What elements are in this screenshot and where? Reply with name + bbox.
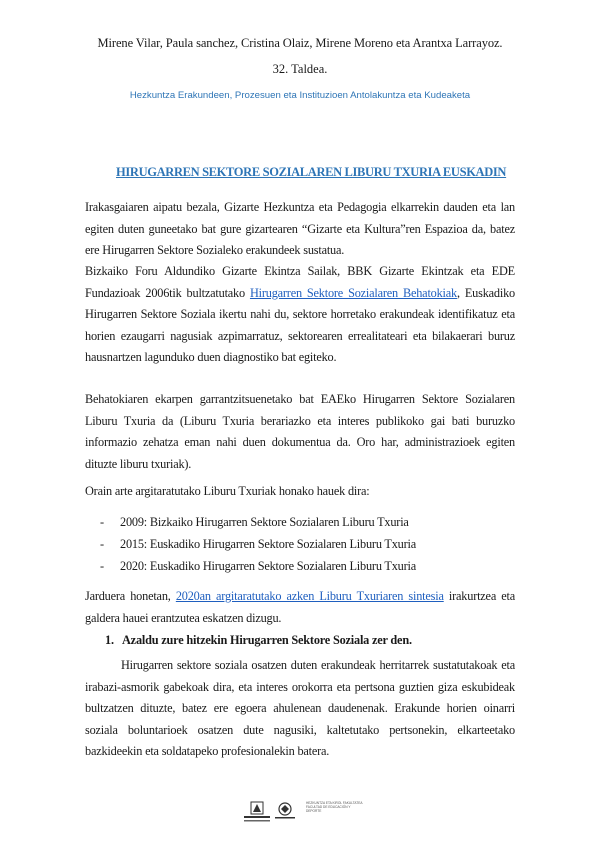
list-bullet: - [100,559,104,573]
paragraph-text: Jarduera honetan, [85,589,176,603]
question-number: 1. [105,633,114,647]
paragraph-text: , Euskadiko Hirugarren Sektore Soziala ikertu nahi du, sektore horretako erakundeak identifikatuz eta horien ezaugarri nagusiak azpimarratuz, sektorearen errealitateari eta bilakaerari buruz hausnartzen lagunduko duen diagnostiko bat egiteko. [85,285,515,364]
list-bullet: - [100,515,104,529]
authors-line: Mirene Vilar, Paula sanchez, Cristina Olaiz, Mirene Moreno eta Arantxa Larrayoz. [97,36,503,50]
list-item-text: 2020: Euskadiko Hirugarren Sektore Sozialaren Liburu Txuria [120,559,416,573]
list-item [100,515,409,530]
answer-paragraph: Hirugarren sektore soziala osatzen duten erakundeak herritarrek sustatutakoak eta irabazi-asmorik gabekoak dira, eta interes orokorra eta pertsona guztien giza eskubideak bultzatzen dituzte, batez ere egoera ahulenean daudenenak. Erakunde horien oinarri soziala boluntarioek osatzen dute nagusiki, kaltetutako pertsonekin, elkarteetako bazkideekin eta soldatapeko profesionalekin batera. [85,658,515,758]
paragraph-liburu-txuria: Behatokiaren ekarpen garrantzitsuenetako bat EAEko Hirugarren Sektore Sozialaren Liburu Txuria da (Liburu Txuria berariazko eta interes publikoko gai bati buruzko informazio zehatza eman nahi duen dokumentua da. Oro har, administrazioek egiten dituzte liburu txuriak). [85,392,515,471]
paragraph-activity [85,586,515,629]
subject-header: Hezkuntza Erakundeen, Prozesuen eta Instituzioen Antolakuntza eta Kudeaketa [129,90,471,101]
synthesis-link[interactable]: 2020an argitaratutako azken Liburu Txuriaren sintesia [175,589,444,603]
list-item [100,537,416,552]
paragraph-behatokia [85,261,515,369]
group-line: 32. Taldea. [272,62,328,76]
list-item-text: 2009: Bizkaiko Hirugarren Sektore Sozialaren Liburu Txuria [120,515,409,529]
faculty-logo-text: HEZKUNTZA ETA KIROL FAKULTATEA FACULTAD DE EDUCACIÓN Y DEPORTE [306,801,363,813]
university-logo-icon [243,801,299,828]
question-text: Azaldu zure hitzekin Hirugarren Sektore Soziala zer den. [122,633,412,647]
paragraph-list-intro: Orain arte argitaratutako Liburu Txuriak honako hauek dira: [85,484,370,498]
paragraph-text: Bizkaiko Foru Aldundiko Gizarte Ekintza Sailak, BBK Gizarte Ekintzak eta EDE Fundazioak 2006tik bultzatutako [85,264,515,300]
question-heading [105,633,412,648]
paragraph-text: irakurtzea eta galdera hauei erantzutea eskatzen dizugu. [85,589,515,625]
list-item-text: 2015: Euskadiko Hirugarren Sektore Sozialaren Liburu Txuria [120,537,416,551]
paragraph-intro: Irakasgaiaren aipatu bezala, Gizarte Hezkuntza eta Pedagogia elkarrekin dauden eta lan egiten duten guneetako bat gure gizartearen “Gizarte eta Kultura”ren Espazioa da, batez ere Hirugarren Sektore Sozialeko erakundeek sustatua. [85,200,515,257]
list-item [100,559,416,574]
behatokia-link[interactable]: Hirugarren Sektore Sozialaren Behatokiak [249,285,457,300]
document-title: HIRUGARREN SEKTORE SOZIALAREN LIBURU TXURIA EUSKADIN [116,165,507,179]
list-bullet: - [100,537,104,551]
